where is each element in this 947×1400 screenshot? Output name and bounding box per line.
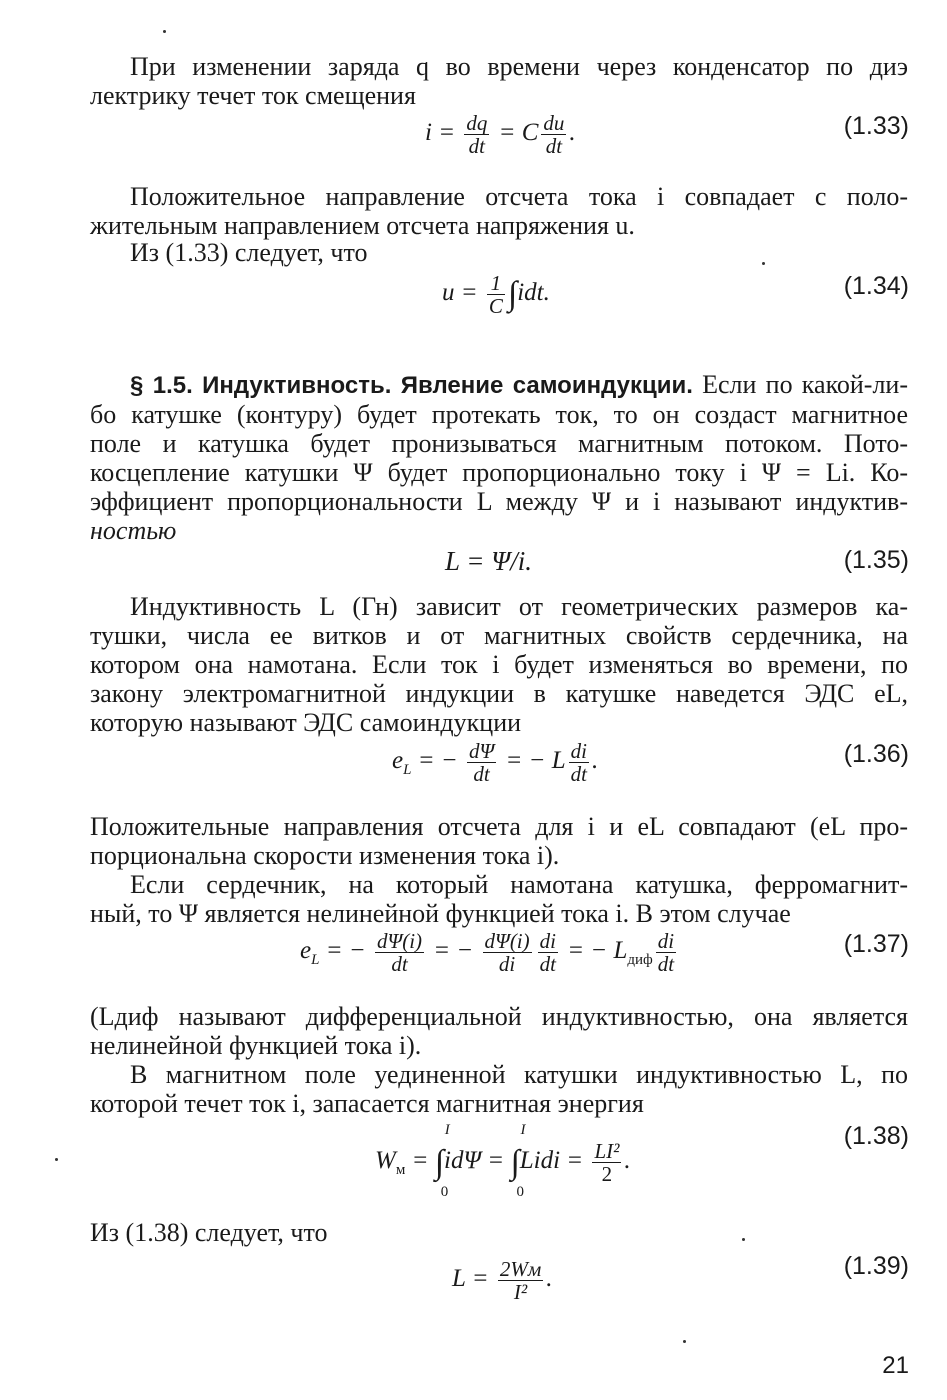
fraction — [487, 272, 505, 317]
fraction-denominator: dt — [539, 952, 556, 976]
integral-lower-limit: 0 — [440, 1183, 449, 1200]
text-line: ный, то Ψ является нелинейной функцией тока i. В этом случае — [90, 899, 791, 928]
paragraph-ferromagnetic — [90, 870, 908, 928]
fraction-numerator: LI² — [594, 1139, 620, 1163]
fraction-numerator: du — [543, 111, 565, 135]
text-line: (Lдиф называют дифференциальной индуктивностью, она является — [90, 1002, 908, 1031]
paragraph-follows-2 — [90, 1218, 328, 1247]
section-inductance — [90, 370, 908, 545]
fraction-numerator: di — [570, 739, 587, 763]
paragraph-charge-change — [90, 52, 908, 110]
equation-1-39 — [452, 1258, 552, 1303]
eq-term: idt. — [517, 279, 550, 307]
fraction-denominator: dt — [545, 134, 563, 158]
eq-term: = − — [325, 937, 366, 965]
scan-speck — [683, 1340, 686, 1343]
text-line: Положительные направления отсчета для i и eL совпадают (eL про- — [90, 812, 908, 841]
eq-term: e — [300, 937, 312, 965]
fraction-denominator: di — [498, 952, 516, 976]
eq-term: u = — [442, 279, 478, 307]
equation-1-35 — [445, 546, 532, 577]
integral-upper-limit: I — [520, 1121, 526, 1138]
eq-term: W — [375, 1147, 396, 1175]
fraction-numerator: 2Wм — [499, 1257, 542, 1281]
eq-term: = − — [433, 937, 474, 965]
text-line: тушки, числа ее витков и от магнитных свойств сердечника, на — [90, 621, 908, 650]
text-line: бо катушке (контуру) будет протекать ток, то он создаст магнитное — [90, 400, 908, 429]
text-line: Если сердечник, на который намотана катушка, ферромагнит- — [130, 870, 908, 899]
text-line: нелинейной функцией тока i). — [90, 1031, 422, 1060]
fraction — [498, 1258, 543, 1303]
text-line: Положительное направление отсчета тока i совпадает с поло- — [130, 182, 908, 211]
text-line: При изменении заряда q во времени через конденсатор по диэ — [130, 52, 908, 81]
paragraph-follows — [130, 238, 368, 267]
fraction — [483, 930, 532, 975]
equation-number: (1.39) — [843, 1252, 909, 1280]
fraction — [569, 740, 589, 785]
fraction-numerator: di — [539, 929, 556, 953]
fraction-denominator: 2 — [601, 1162, 613, 1186]
text-line: которой течет ток i, запасается магнитная энергия — [90, 1089, 644, 1118]
paragraph-differential-inductance — [90, 1002, 908, 1060]
text-line: закону электромагнитной индукции в катушке наведется ЭДС eL, — [90, 679, 908, 708]
text-line: В магнитном поле уединенной катушки индуктивностью L, по — [130, 1060, 908, 1089]
scan-speck — [163, 30, 166, 33]
eq-term: idΨ = — [444, 1147, 505, 1175]
integral-sign: ∫ — [507, 275, 518, 313]
paragraph-positive-direction — [90, 182, 908, 240]
subscript: L — [403, 762, 412, 779]
fraction-denominator: dt — [468, 134, 485, 158]
fraction-numerator: 1 — [487, 272, 505, 295]
definite-integral — [510, 1121, 526, 1200]
fraction — [656, 930, 676, 975]
eq-term: = − — [417, 747, 458, 775]
text-line: жительным направлением отсчета напряжения u. — [90, 211, 635, 240]
paragraph-inductance-depends — [90, 592, 908, 737]
page-number: 21 — [882, 1352, 909, 1379]
text-line: Из (1.33) следует, что — [130, 238, 368, 267]
text-line: ностью — [90, 516, 177, 545]
fraction-numerator: dΨ — [468, 739, 495, 763]
fraction — [464, 112, 489, 157]
paragraph-positive-directions-el — [90, 812, 908, 870]
fraction-denominator: dt — [391, 952, 408, 976]
paragraph-magnetic-energy — [90, 1060, 908, 1118]
text-line: котором она намотана. Если ток i будет изменяться во времени, по — [90, 650, 908, 679]
text-line: поле и катушка будет пронизываться магнитным потоком. Пото- — [90, 429, 908, 458]
fraction-numerator: dΨ(i) — [484, 929, 530, 953]
eq-term: . — [546, 1265, 553, 1293]
definite-integral — [434, 1121, 450, 1200]
equation-number: (1.36) — [843, 740, 909, 768]
scan-speck — [742, 1238, 745, 1241]
fraction — [375, 930, 424, 975]
equation-number: (1.33) — [843, 112, 909, 140]
fraction-denominator: I² — [513, 1280, 528, 1304]
scan-speck — [55, 1158, 58, 1161]
eq-term: . — [569, 119, 576, 147]
text-line: Индуктивность L (Гн) зависит от геометрических размеров ка- — [130, 592, 908, 621]
fraction-denominator: dt — [473, 762, 490, 786]
text-line: порциональна скорости изменения тока i). — [90, 841, 560, 870]
integral-sign: ∫ — [510, 1143, 520, 1181]
fraction-denominator: dt — [657, 952, 675, 976]
equation-number: (1.37) — [843, 930, 909, 958]
subscript: диф — [627, 952, 653, 969]
section-heading: § 1.5. Индуктивность. Явление самоиндукции. — [130, 372, 693, 399]
section-first-line — [90, 370, 908, 400]
subscript: м — [395, 1162, 406, 1179]
text-line: Если по какой-ли- — [702, 370, 908, 399]
equation-1-33 — [425, 112, 576, 157]
equation-1-36 — [392, 740, 598, 785]
eq-term: L = — [452, 1265, 489, 1293]
text-line: Из (1.38) следует, что — [90, 1218, 328, 1247]
fraction — [538, 930, 558, 975]
equation-1-38 — [375, 1121, 631, 1210]
equation-number: (1.38) — [843, 1122, 909, 1150]
eq-term: L = Ψ/i. — [445, 546, 532, 576]
equation-number: (1.35) — [843, 546, 909, 574]
integral-upper-limit: I — [444, 1121, 450, 1138]
eq-term: . — [624, 1147, 631, 1175]
fraction-denominator: dt — [570, 762, 587, 786]
eq-term: e — [392, 747, 404, 775]
text-line: которую называют ЭДС самоиндукции — [90, 708, 522, 737]
fraction-numerator: dq — [466, 111, 488, 135]
text-line: косцепление катушки Ψ будет пропорционально току i Ψ = Li. Ко- — [90, 458, 908, 487]
fraction-numerator: di — [657, 929, 675, 953]
text-line: лектрику течет ток смещения — [90, 81, 416, 110]
equation-1-37 — [300, 930, 679, 975]
eq-term: Lidi = — [519, 1147, 584, 1175]
text-line: эффициент пропорциональности L между Ψ и i называют индуктив- — [90, 487, 908, 516]
equation-1-34 — [442, 272, 550, 317]
subscript: L — [311, 952, 320, 969]
integral-lower-limit: 0 — [516, 1183, 524, 1200]
fraction-denominator: C — [488, 294, 503, 318]
eq-term: = C — [498, 119, 539, 147]
equation-number: (1.34) — [843, 272, 909, 300]
eq-term: = − L — [567, 937, 628, 965]
eq-term: = − L — [505, 747, 566, 775]
eq-term: = — [411, 1147, 429, 1175]
fraction — [467, 740, 496, 785]
fraction — [541, 112, 566, 157]
fraction — [592, 1140, 621, 1185]
fraction-numerator: dΨ(i) — [376, 929, 423, 953]
integral-sign: ∫ — [434, 1143, 445, 1181]
eq-term: . — [591, 747, 599, 775]
scan-speck — [762, 262, 765, 265]
eq-term: i = — [425, 119, 456, 147]
